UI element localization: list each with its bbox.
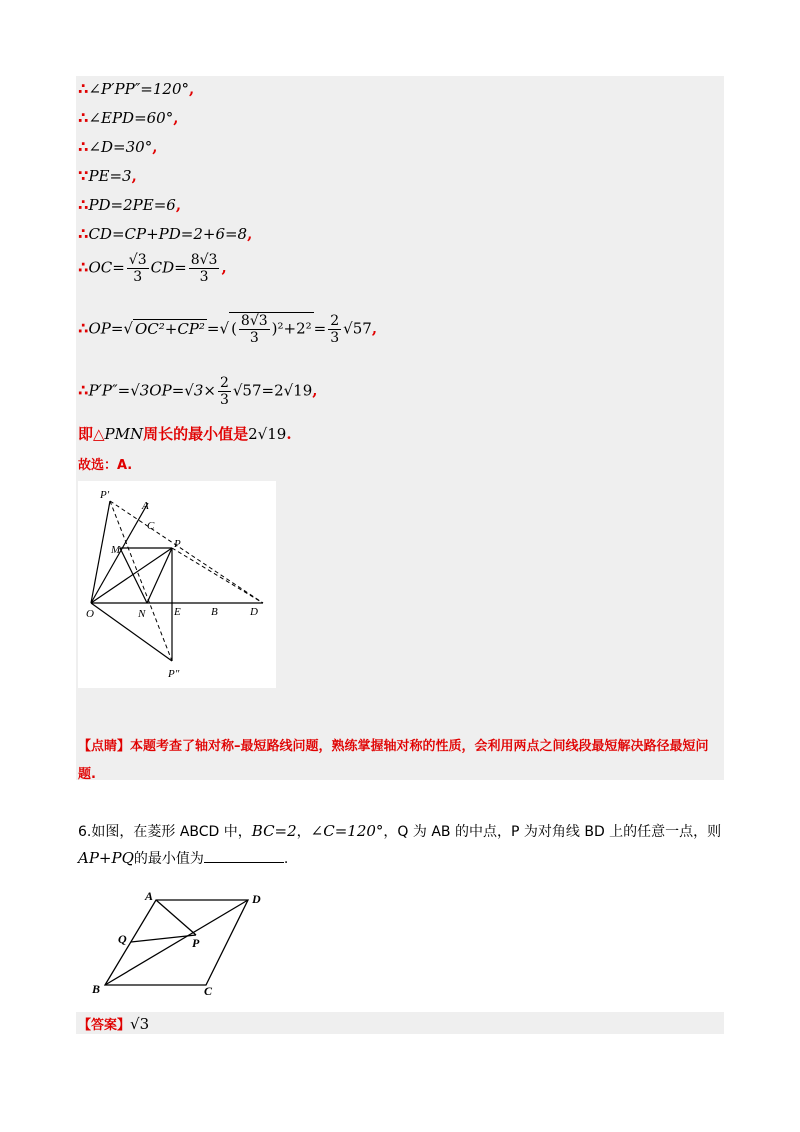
label-m: M xyxy=(111,544,121,556)
comment xyxy=(78,733,722,789)
label-n: N xyxy=(138,608,146,620)
geometry-figure-1 xyxy=(78,481,276,688)
label-q2: Q xyxy=(118,932,127,946)
answer-blank[interactable] xyxy=(204,862,284,863)
question-6: 6.如图，在菱形 ABCD 中，BC=2，∠C=120°，Q 为 AB 的中点，P 为对角线 BD 上的任意一点，则 AP+PQ的最小值为 . xyxy=(78,822,722,867)
label-b: B xyxy=(211,606,218,618)
step-8: ∴OP=√ OC²+CP² =√ ( $\frac{8√3}{3}$ )²+2² = $\frac{2}{3}$ √57, xyxy=(78,313,378,346)
label-b2: B xyxy=(92,982,101,996)
step-6: ∴CD=CP+PD=2+6=8, xyxy=(78,225,253,243)
comment-tag: 【点睛】 xyxy=(78,739,131,754)
label-e: E xyxy=(174,606,181,618)
label-d: D xyxy=(250,606,258,618)
label-c2: C xyxy=(204,984,213,998)
step-7: ∴OC= $\frac{√3}{3}$ CD= $\frac{8√3}{3}$ , xyxy=(78,252,227,285)
step-2: ∴∠EPD=60°, xyxy=(78,109,179,127)
step-5: ∴PD=2PE=6, xyxy=(78,196,182,214)
step-1: ∴∠P′PP″=120°, xyxy=(78,80,195,98)
choice: 故选：A. xyxy=(78,458,133,473)
geometry-figure-2 xyxy=(88,885,278,1000)
label-c: C xyxy=(147,520,155,532)
conclusion: 即△PMN周长的最小值是2√19. xyxy=(78,425,292,443)
answer-background xyxy=(76,1012,724,1034)
comment-text: 本题考查了轴对称–最短路线问题，熟练掌握轴对称的性质，会利用两点之间线段最短解决路径最短问题. xyxy=(78,739,709,782)
label-d2: D xyxy=(252,892,261,906)
answer: 【答案】√3 xyxy=(78,1015,150,1033)
step-9: ∴P′P″=√3OP=√3× $\frac{2}{3}$ √57=2√19, xyxy=(78,375,318,408)
step-4: ∵PE=3, xyxy=(78,167,137,185)
step-3: ∴∠D=30°, xyxy=(78,138,158,156)
label-p: P xyxy=(174,538,181,550)
label-a: A xyxy=(142,500,149,512)
label-p-double-prime: P″ xyxy=(168,668,180,680)
label-o: O xyxy=(86,608,94,620)
label-a2: A xyxy=(145,889,154,903)
label-p-prime: P′ xyxy=(100,489,110,501)
label-p2: P xyxy=(192,936,200,950)
